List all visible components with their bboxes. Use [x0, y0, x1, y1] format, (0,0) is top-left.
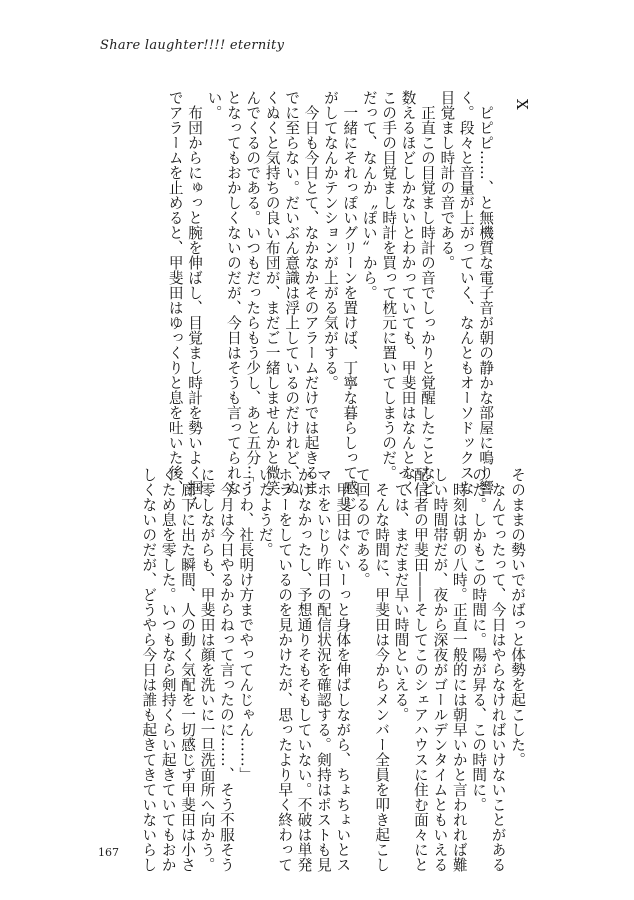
- text-line: 正直この目覚まし時計の音でしっかりと覚醒したことなど: [418, 90, 436, 495]
- text-line: くため息を零した。いつもなら剣持くらい起きていてもおか: [159, 467, 177, 872]
- text-line: この手の目覚まし時計を買って枕元に置いてしまうのだ。: [380, 90, 398, 480]
- text-line: て回るのである。: [353, 467, 371, 587]
- text-line: なんてったって、今日はやらなければいけないことがある: [489, 467, 507, 872]
- text-line: 目覚まし時計の音である。: [438, 90, 456, 270]
- text-line: 甲斐田はぐいーっと身体を伸ばしながら、ちょちょいとス: [334, 467, 352, 872]
- text-line: く。段々と音量が上がっていく、なんともオーソドックスな: [457, 90, 475, 495]
- text-line: 布団からにゅっと腕を伸ばし、目覚まし時計を勢いよく掴ん: [186, 90, 204, 510]
- text-line: となってもおかしくないのだが、今日はそうも言ってられな: [224, 90, 242, 495]
- text-line: 廊下に出た瞬間、人の動く気配を一切感じず甲斐田は小さ: [179, 467, 197, 872]
- text-line: んでくるのである。いつもだったらもう少し、あと五分……: [244, 90, 262, 495]
- text-line: しくないのだが、どうやら今日は誰も起きてきていないらし: [140, 467, 158, 872]
- text-line: のだ。しかもこの時間に。陽が昇る、この時間に。: [470, 467, 488, 812]
- text-line: ホラーをしているのを見かけたが、思ったより早く終わって: [276, 467, 294, 872]
- text-line: い。: [205, 90, 223, 120]
- text-line: 数えるほどしかないとわかっていても、甲斐田はなんとなく: [399, 90, 417, 495]
- text-line: 配信者の甲斐田――そしてこのシェアハウスに住む面々にと: [411, 467, 429, 872]
- text-line: 時刻は朝の八時。正直一般的には朝早いかと言われれば難: [450, 467, 468, 872]
- text-line: そんな時間に、甲斐田は今からメンバー全員を叩き起こし: [373, 467, 391, 872]
- text-line: しい時間帯だが、夜から深夜がゴールデンタイムともいえる: [431, 467, 449, 872]
- text-line: っては、まだまだ早い時間といえる。: [392, 467, 410, 722]
- text-line: に零しながらも、甲斐田は顔を洗いに一旦洗面所へ向かう。: [198, 467, 216, 872]
- text-line: そのままの勢いでがばっと体勢を起こした。: [509, 467, 526, 767]
- running-head: Share laughter!!!! eternity: [100, 38, 285, 53]
- text-line: 一緒にそれっぽいグリーンを置けば、丁寧な暮らしって感じ: [341, 90, 359, 510]
- text-line: だって、なんか〝ぽい〟から。: [360, 90, 378, 300]
- text-line: くぬくと気持ちの良い布団が、まだご一緒しませんかと微笑: [263, 90, 281, 495]
- text-line: 「うわ、社長明け方までやってんじゃん……」: [237, 467, 255, 782]
- text-line: いたようだ。: [256, 467, 274, 557]
- text-line: ピピピ……、と無機質な電子音が朝の静かな部屋に鳴り響: [477, 90, 495, 495]
- section-mark: X: [513, 99, 531, 110]
- text-line: [495, 90, 514, 445]
- text-line: がしてなんかテンションが上がる気がする。: [321, 90, 339, 390]
- text-line: 今日も今日とて、なかなかそのアラームだけでは起きるま: [302, 90, 320, 495]
- text-block-upper: [165, 90, 534, 510]
- text-line: かけなかったし、予想通りそもそもしていない。不破は単発: [295, 467, 313, 872]
- text-block-lower: [139, 467, 527, 872]
- text-line: [515, 90, 534, 445]
- text-line: 今月は今日やるからねって言ったのに……、そう不服そう: [217, 467, 235, 872]
- page-number: 167: [98, 846, 119, 859]
- text-line: マホをいじり昨日の配信状況を確認する。剣持はポストも見: [314, 467, 332, 872]
- text-line: でに至らない。だいぶん意識は浮上しているのだけれど、ぬ: [283, 90, 301, 495]
- text-line: でアラームを止めると、甲斐田はゆっくりと息を吐いた後、: [166, 90, 184, 495]
